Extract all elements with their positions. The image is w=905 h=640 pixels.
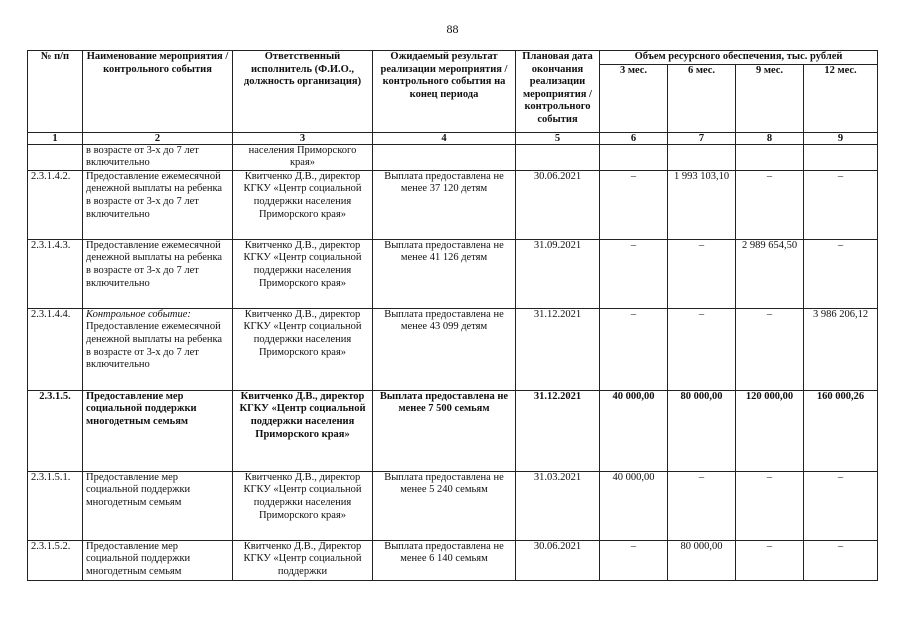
row-id: 2.3.1.5.2. (28, 540, 83, 580)
row-responsible: Квитченко Д.В., директор КГКУ «Центр социальной поддержки населения Приморского края» (233, 170, 373, 239)
header-6-months: 6 мес. (668, 64, 736, 132)
row-12-months: 160 000,26 (804, 390, 878, 471)
column-number: 6 (600, 132, 668, 144)
row-3-months: – (600, 170, 668, 239)
row-name: Предоставление мер социальной поддержки многодетным семьям (83, 471, 233, 540)
row-3-months: – (600, 239, 668, 308)
row-date: 30.06.2021 (516, 540, 600, 580)
table-row (28, 170, 878, 239)
row-6-months: 80 000,00 (668, 540, 736, 580)
header-responsible: Ответственный исполнитель (Ф.И.О., должность организация) (233, 51, 373, 133)
column-number: 8 (736, 132, 804, 144)
activities-table (27, 50, 878, 581)
table-row (28, 308, 878, 390)
header-3-months: 3 мес. (600, 64, 668, 132)
header-num: № п/п (28, 51, 83, 133)
row-date: 31.12.2021 (516, 308, 600, 390)
row-6-months: – (668, 239, 736, 308)
row-name: в возрасте от 3-х до 7 лет включительно (83, 144, 233, 170)
control-event-label: Контрольное событие: (86, 308, 191, 320)
row-6-months: 1 993 103,10 (668, 170, 736, 239)
header-date: Плановая дата окончания реализации мероприятия / контрольного события (516, 51, 600, 133)
table-row (28, 540, 878, 580)
row-name: Предоставление ежемесячной денежной выплаты на ребенка в возрасте от 3-х до 7 лет включительно (83, 239, 233, 308)
header-12-months: 12 мес. (804, 64, 878, 132)
row-12-months (804, 144, 878, 170)
row-result: Выплата предоставлена не менее 7 500 семьям (373, 390, 516, 471)
row-date: 31.09.2021 (516, 239, 600, 308)
row-6-months: – (668, 308, 736, 390)
row-3-months: 40 000,00 (600, 390, 668, 471)
row-3-months: – (600, 540, 668, 580)
header-resources: Объем ресурсного обеспечения, тыс. рублей (600, 51, 878, 65)
column-number: 7 (668, 132, 736, 144)
row-12-months: – (804, 170, 878, 239)
row-3-months (600, 144, 668, 170)
row-name: Предоставление мер социальной поддержки многодетным семьям (83, 390, 233, 471)
row-responsible: населения Приморского края» (233, 144, 373, 170)
row-result: Выплата предоставлена не менее 5 240 семьям (373, 471, 516, 540)
row-name: Предоставление ежемесячной денежной выплаты на ребенка в возрасте от 3-х до 7 лет включительно (83, 170, 233, 239)
column-number: 1 (28, 132, 83, 144)
row-12-months: – (804, 471, 878, 540)
row-date: 31.03.2021 (516, 471, 600, 540)
row-responsible: Квитченко Д.В., директор КГКУ «Центр социальной поддержки населения Приморского края» (233, 390, 373, 471)
row-date: 30.06.2021 (516, 170, 600, 239)
row-9-months: 2 989 654,50 (736, 239, 804, 308)
row-result: Выплата предоставлена не менее 6 140 семьям (373, 540, 516, 580)
header-name: Наименование мероприятия / контрольного события (83, 51, 233, 133)
row-3-months: 40 000,00 (600, 471, 668, 540)
header-9-months: 9 мес. (736, 64, 804, 132)
row-12-months: 3 986 206,12 (804, 308, 878, 390)
row-id: 2.3.1.5.1. (28, 471, 83, 540)
table-row (28, 144, 878, 170)
row-name: Предоставление мер социальной поддержки многодетным семьям (83, 540, 233, 580)
row-responsible: Квитченко Д.В., Директор КГКУ «Центр социальной поддержки (233, 540, 373, 580)
row-id: 2.3.1.4.4. (28, 308, 83, 390)
table-row (28, 471, 878, 540)
row-3-months: – (600, 308, 668, 390)
table-row (28, 239, 878, 308)
row-date (516, 144, 600, 170)
row-id (28, 144, 83, 170)
row-9-months (736, 144, 804, 170)
column-number: 2 (83, 132, 233, 144)
row-6-months (668, 144, 736, 170)
row-result: Выплата предоставлена не менее 37 120 детям (373, 170, 516, 239)
row-9-months: – (736, 170, 804, 239)
row-responsible: Квитченко Д.В., директор КГКУ «Центр социальной поддержки населения Приморского края» (233, 308, 373, 390)
row-6-months: – (668, 471, 736, 540)
row-name-cell (83, 308, 233, 390)
row-9-months: – (736, 471, 804, 540)
column-number: 3 (233, 132, 373, 144)
row-12-months: – (804, 540, 878, 580)
row-9-months: 120 000,00 (736, 390, 804, 471)
header-result: Ожидаемый результат реализации мероприятия / контрольного события на конец периода (373, 51, 516, 133)
column-number-row (28, 132, 878, 144)
row-result: Выплата предоставлена не менее 43 099 детям (373, 308, 516, 390)
row-6-months: 80 000,00 (668, 390, 736, 471)
row-result: Выплата предоставлена не менее 41 126 детям (373, 239, 516, 308)
column-number: 9 (804, 132, 878, 144)
row-responsible: Квитченко Д.В., директор КГКУ «Центр социальной поддержки населения Приморского края» (233, 239, 373, 308)
row-12-months: – (804, 239, 878, 308)
column-number: 4 (373, 132, 516, 144)
row-9-months: – (736, 308, 804, 390)
row-date: 31.12.2021 (516, 390, 600, 471)
row-responsible: Квитченко Д.В., директор КГКУ «Центр социальной поддержки населения Приморского края» (233, 471, 373, 540)
row-id: 2.3.1.4.2. (28, 170, 83, 239)
row-id: 2.3.1.4.3. (28, 239, 83, 308)
row-name: Предоставление ежемесячной денежной выплаты на ребенка в возрасте от 3-х до 7 лет включительно (86, 321, 223, 371)
row-9-months: – (736, 540, 804, 580)
row-id: 2.3.1.5. (28, 390, 83, 471)
table-row (28, 390, 878, 471)
column-number: 5 (516, 132, 600, 144)
row-result (373, 144, 516, 170)
page-number: 88 (446, 22, 459, 36)
